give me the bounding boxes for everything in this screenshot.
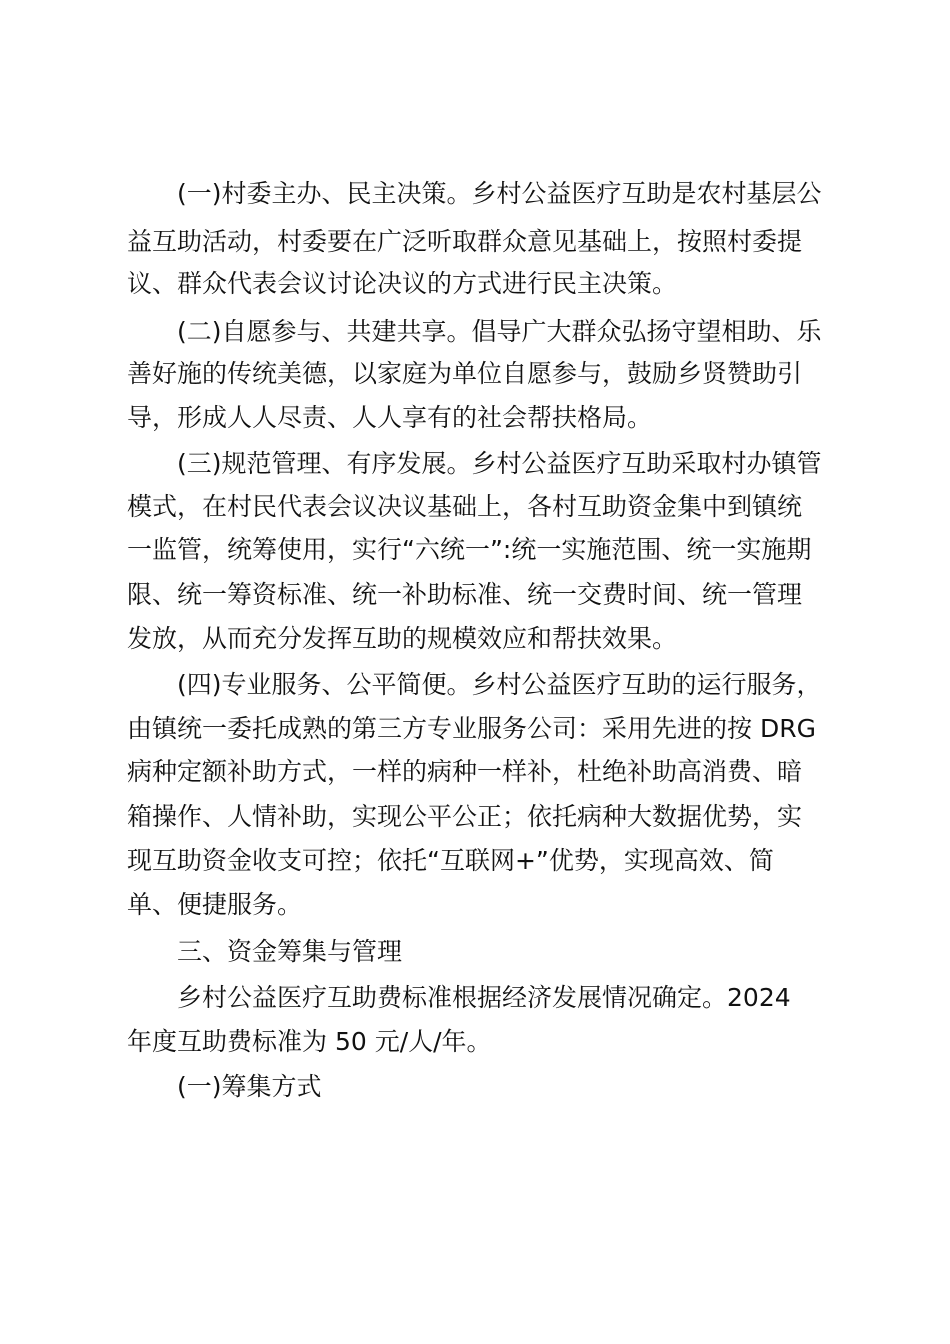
paragraph-4-line-4: 箱操作、人情补助，实现公平公正；依托病种大数据优势，实 [127, 802, 803, 831]
paragraph-1-line-2: 益互助活动，村委要在广泛听取群众意见基础上，按照村委提 [127, 227, 803, 256]
paragraph-3-line-2: 模式，在村民代表会议决议基础上，各村互助资金集中到镇统 [127, 492, 803, 521]
paragraph-2-line-2: 善好施的传统美德，以家庭为单位自愿参与，鼓励乡贤赞助引 [127, 359, 803, 388]
paragraph-1-line-1: (一)村委主办、民主决策。乡村公益医疗互助是农村基层公 [177, 179, 822, 208]
paragraph-5-line-1: 乡村公益医疗互助费标准根据经济发展情况确定。2024 [177, 983, 791, 1012]
section-heading: 三、资金筹集与管理 [177, 937, 403, 966]
paragraph-5-line-2: 年度互助费标准为 50 元/人/年。 [127, 1027, 492, 1056]
paragraph-4-line-1: (四)专业服务、公平简便。乡村公益医疗互助的运行服务， [177, 670, 822, 699]
paragraph-3-line-5: 发放，从而充分发挥互助的规模效应和帮扶效果。 [127, 624, 678, 653]
paragraph-2-line-1: (二)自愿参与、共建共享。倡导广大群众弘扬守望相助、乐 [177, 317, 822, 346]
paragraph-4-line-3: 病种定额补助方式，一样的病种一样补，杜绝补助高消费、暗 [127, 757, 803, 786]
paragraph-2-line-3: 导，形成人人尽责、人人享有的社会帮扶格局。 [127, 403, 653, 432]
subsection-heading: (一)筹集方式 [177, 1072, 322, 1101]
paragraph-3-line-1: (三)规范管理、有序发展。乡村公益医疗互助采取村办镇管 [177, 449, 822, 478]
paragraph-3-line-4: 限、统一筹资标准、统一补助标准、统一交费时间、统一管理 [127, 580, 803, 609]
paragraph-4-line-6: 单、便捷服务。 [127, 890, 303, 919]
paragraph-4-line-5: 现互助资金收支可控；依托“互联网+”优势，实现高效、简 [127, 846, 774, 875]
paragraph-1-line-3: 议、群众代表会议讨论决议的方式进行民主决策。 [127, 269, 678, 298]
paragraph-4-line-2: 由镇统一委托成熟的第三方专业服务公司：采用先进的按 DRG [127, 714, 816, 743]
paragraph-3-line-3: 一监管，统筹使用，实行“六统一”:统一实施范围、统一实施期 [127, 535, 812, 564]
